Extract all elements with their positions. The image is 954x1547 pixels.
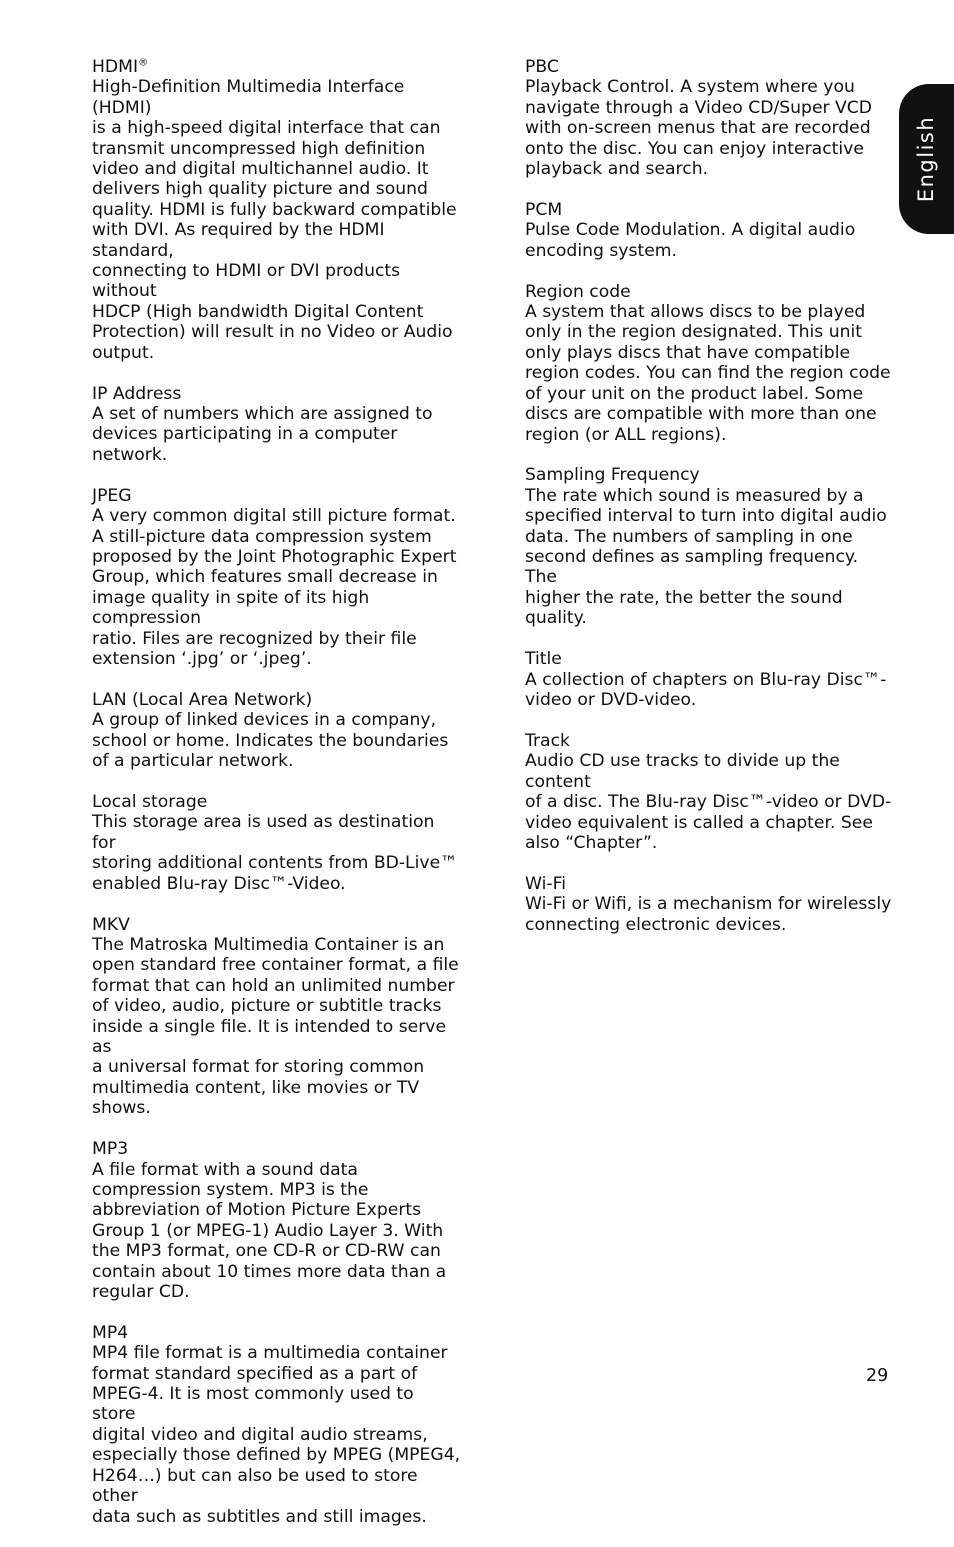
registered-trademark-mark: ® (138, 57, 149, 69)
glossary-entry-jpeg (92, 486, 462, 670)
glossary-entry-mkv (92, 915, 462, 1119)
glossary-entry-sampling-frequency (525, 465, 895, 628)
glossary-definition: MP4 file format is a multimedia container format standard specified as a part of MPEG-4. It is most commonly used to store digital video and digital audio streams, especially those defined by MPEG (MPEG4, H264…) but can also be used to store other data such as subtitles and still images. (92, 1343, 461, 1527)
glossary-definition: A very common digital still picture format. A still-picture data compression system proposed by the Joint Photographic Expert Group, which features small decrease in image quality in spite of its high compression ratio. Files are recognized by their file extension ‘.jpg’ or ‘.jpeg’. (92, 506, 457, 669)
glossary-term: MP3 (92, 1139, 129, 1160)
glossary-entry-pcm (525, 200, 895, 261)
glossary-definition: High-Definition Multimedia Interface (HDMI) is a high-speed digital interface that can transmit uncompressed high definition video and digital multichannel audio. It delivers high quality picture and sound quality. HDMI is fully backward compatible with DVI. As required by the HDMI standard, connecting to HDMI or DVI products without HDCP (High bandwidth Digital Content Protection) will result in no Video or Audio output. (92, 77, 457, 363)
glossary-term: MP4 (92, 1322, 129, 1343)
glossary-entry-ip-address (92, 384, 462, 466)
glossary-definition: The Matroska Multimedia Container is an open standard free container format, a file format that can hold an unlimited number of video, audio, picture or subtitle tracks inside a single file. It is intended to serve as a universal format for storing common multimedia content, like movies or TV shows. (92, 934, 459, 1119)
glossary-entry-lan (92, 690, 462, 772)
glossary-entry-mp3 (92, 1139, 462, 1302)
glossary-term: Sampling Frequency (525, 465, 700, 486)
glossary-entry-region-code (525, 282, 895, 445)
glossary-definition: A set of numbers which are assigned to devices participating in a computer network. (92, 404, 433, 465)
glossary-definition: A system that allows discs to be played only in the region designated. This unit only plays discs that have compatible region codes. You can find the region code of your unit on the product label. Some discs are compatible with more than one region (or ALL regions). (525, 302, 891, 445)
language-tab-label: English (914, 115, 938, 203)
glossary-definition: This storage area is used as destination for storing additional contents from BD-Live™ enabled Blu-ray Disc™-Video. (92, 812, 458, 894)
page-number: 29 (866, 1366, 889, 1386)
glossary-definition: A collection of chapters on Blu-ray Disc™- video or DVD-video. (525, 669, 887, 710)
glossary-column-left (92, 57, 462, 1547)
glossary-term: JPEG (92, 485, 132, 506)
glossary-definition: Audio CD use tracks to divide up the content of a disc. The Blu-ray Disc™-video or DVD- video equivalent is called a chapter. See also “Chapter”. (525, 751, 892, 853)
glossary-entry-wi-fi (525, 874, 895, 935)
glossary-term: IP Address (92, 383, 182, 404)
glossary-entry-title (525, 649, 895, 710)
language-tab (899, 84, 954, 234)
glossary-entry-pbc (525, 57, 895, 179)
glossary-term: Wi-Fi (525, 873, 567, 894)
glossary-entry-local-storage (92, 792, 462, 894)
glossary-entry-mp4 (92, 1323, 462, 1527)
glossary-term: PCM (525, 199, 563, 220)
glossary-definition: The rate which sound is measured by a specified interval to turn into digital audio data. The numbers of sampling in one second defines as sampling frequency. The higher the rate, the better the sound quality. (525, 485, 887, 629)
glossary-entry-hdmi (92, 57, 462, 363)
glossary-term (92, 57, 462, 77)
glossary-definition: Pulse Code Modulation. A digital audio encoding system. (525, 220, 856, 261)
glossary-definition: Wi-Fi or Wifi, is a mechanism for wirelessly connecting electronic devices. (525, 894, 892, 935)
glossary-definition: A group of linked devices in a company, school or home. Indicates the boundaries of a particular network. (92, 710, 449, 772)
glossary-term: MKV (92, 914, 130, 935)
glossary-term-text: HDMI (92, 57, 139, 77)
glossary-term: Local storage (92, 792, 208, 812)
glossary-definition: Playback Control. A system where you navigate through a Video CD/Super VCD with on-screen menus that are recorded onto the disc. You can enjoy interactive playback and search. (525, 77, 873, 180)
glossary-term: Region code (525, 281, 631, 302)
glossary-column-right (525, 57, 895, 956)
glossary-term: PBC (525, 57, 559, 77)
glossary-definition: A file format with a sound data compression system. MP3 is the abbreviation of Motion Picture Experts Group 1 (or MPEG-1) Audio Layer 3. With the MP3 format, one CD-R or CD-RW can contain about 10 times more data than a regular CD. (92, 1159, 447, 1302)
glossary-term: Title (525, 649, 562, 670)
glossary-entry-track (525, 731, 895, 853)
glossary-term: LAN (Local Area Network) (92, 689, 313, 710)
glossary-term: Track (525, 730, 570, 751)
